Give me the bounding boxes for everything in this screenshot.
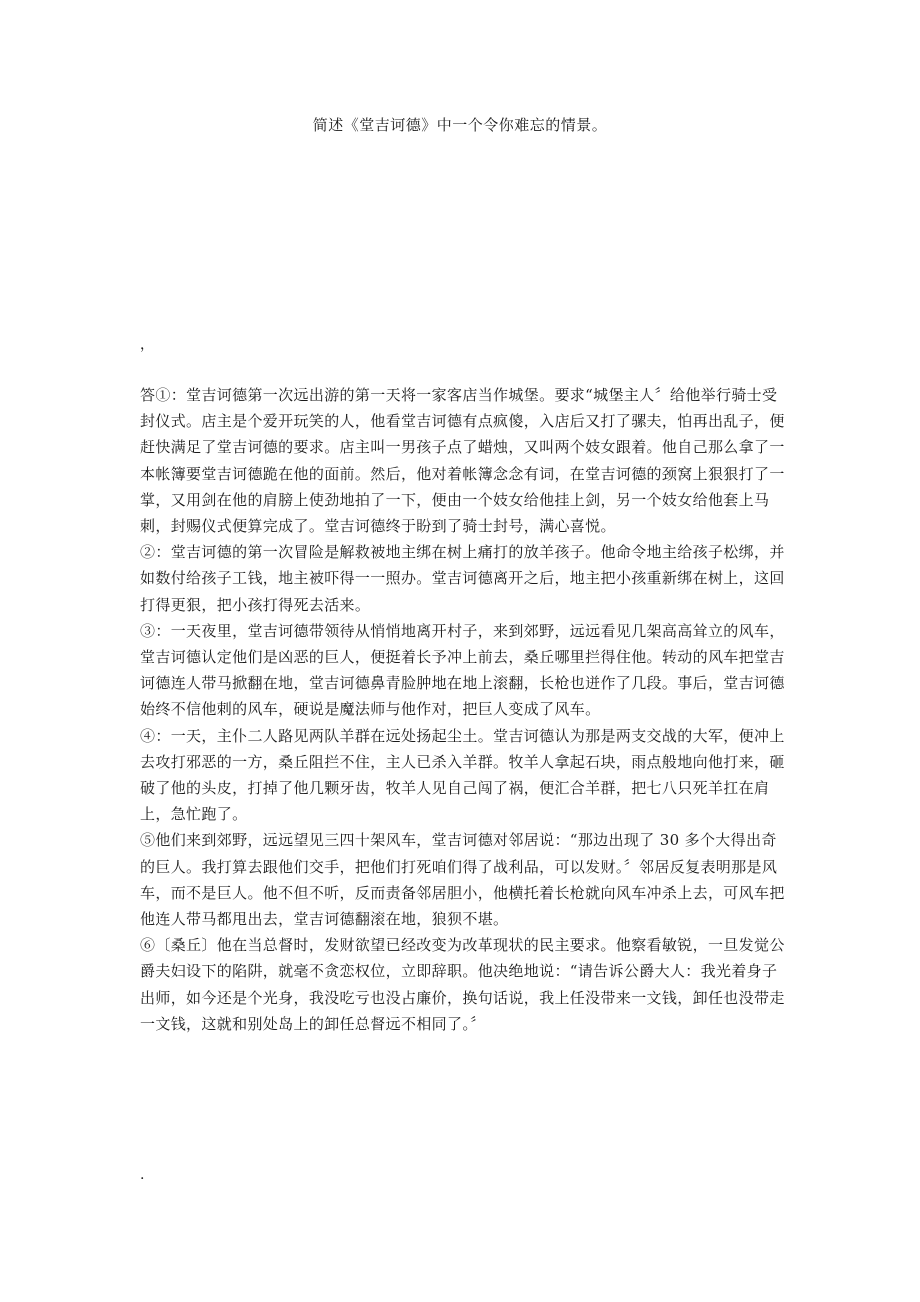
answer-paragraph-4: ④：一天，主仆二人路见两队羊群在远处扬起尘土。堂吉诃德认为那是两支交战的大军，便冲上去攻打邪恶的一方，桑丘阻拦不住，主人已杀入羊群。牧羊人拿起石块，雨点般地向他打来，砸破了他的头皮，打掉了他几颗牙齿，牧羊人见自己闯了祸，便汇合羊群，把七八只死羊扛在肩上，急忙跑了。: [140, 726, 785, 824]
question-title: 简述《堂吉诃德》中一个令你难忘的情景。: [312, 116, 608, 134]
answer-paragraph-3: ③：一天夜里，堂吉诃德带领待从悄悄地离开村子，来到郊野，远远看见几架高高耸立的风车，堂吉诃德认定他们是凶恶的巨人，便挺着长予冲上前去，桑丘哪里拦得住他。转动的风车把堂吉诃德连人带马掀翻在地，堂吉诃德鼻青脸肿地在地上滚翻，长枪也迸作了几段。事后，堂吉诃德始终不信他剌的风车，硬说是魔法师与他作对，把巨人变成了风车。: [140, 621, 785, 719]
answer-paragraph-6: ⑥〔桑丘〕他在当总督时，发财欲望已经改变为改革现状的民主要求。他察看敏锐，一旦发觉公爵夫妇设下的陷阱，就毫不贪恋权位，立即辞职。他决绝地说：“请告诉公爵大人：我光着身子出师，如今还是个光身，我没吃亏也没占廉价，换句话说，我上任没带来一文钱，卸任也没带走一文钱，这就和别处岛上的卸任总督远不相同了。〞: [140, 936, 785, 1033]
end-dot-mark: .: [140, 1167, 145, 1183]
answer-paragraph-2: ②：堂吉诃德的第一次冒险是解救被地主绑在树上痛打的放羊孩子。他命令地主给孩子松绑，并如数付给孩子工钱，地主被吓得一一照办。堂吉诃德离开之后，地主把小孩重新绑在树上，这回打得更狠，把小孩打得死去活来。: [140, 543, 785, 614]
answer-paragraph-1: 答①：堂吉诃德第一次远出游的第一天将一家客店当作城堡。要求“城堡主人〞给他举行骑士受封仪式。店主是个爱开玩笑的人，他看堂吉诃德有点疯傻，入店后又打了骡夫，怕再出乱子，便赶快满足了堂吉诃德的要求。店主叫一男孩子点了蜡烛，又叫两个妓女跟着。他自己那么拿了一本帐簿要堂吉诃德跪在他的面前。然后，他对着帐簿念念有词，在堂吉诃德的颈窝上狠狠打了一掌，又用剑在他的肩膀上使劲地拍了一下，便由一个妓女给他挂上剑，另一个妓女给他套上马刺，封赐仪式便算完成了。堂吉诃德终于盼到了骑士封号，满心喜悦。: [140, 386, 785, 536]
answer-body: [140, 382, 790, 1037]
answer-paragraph-5: ⑤他们来到郊野，远远望见三四十架风车，堂吉诃德对邻居说：“那边出现了 30 多个大得出奇的巨人。我打算去跟他们交手，把他们打死咱们得了战利品，可以发财。〞邻居反复表明那是风车，而不是巨人。他不但不听，反而责备邻居胆小，他横托着长枪就向风车冲杀上去，可风车把他连人带马都甩出去，堂吉诃德翻滚在地，狼狈不堪。: [140, 831, 785, 929]
stray-comma-mark: ，: [140, 337, 154, 353]
